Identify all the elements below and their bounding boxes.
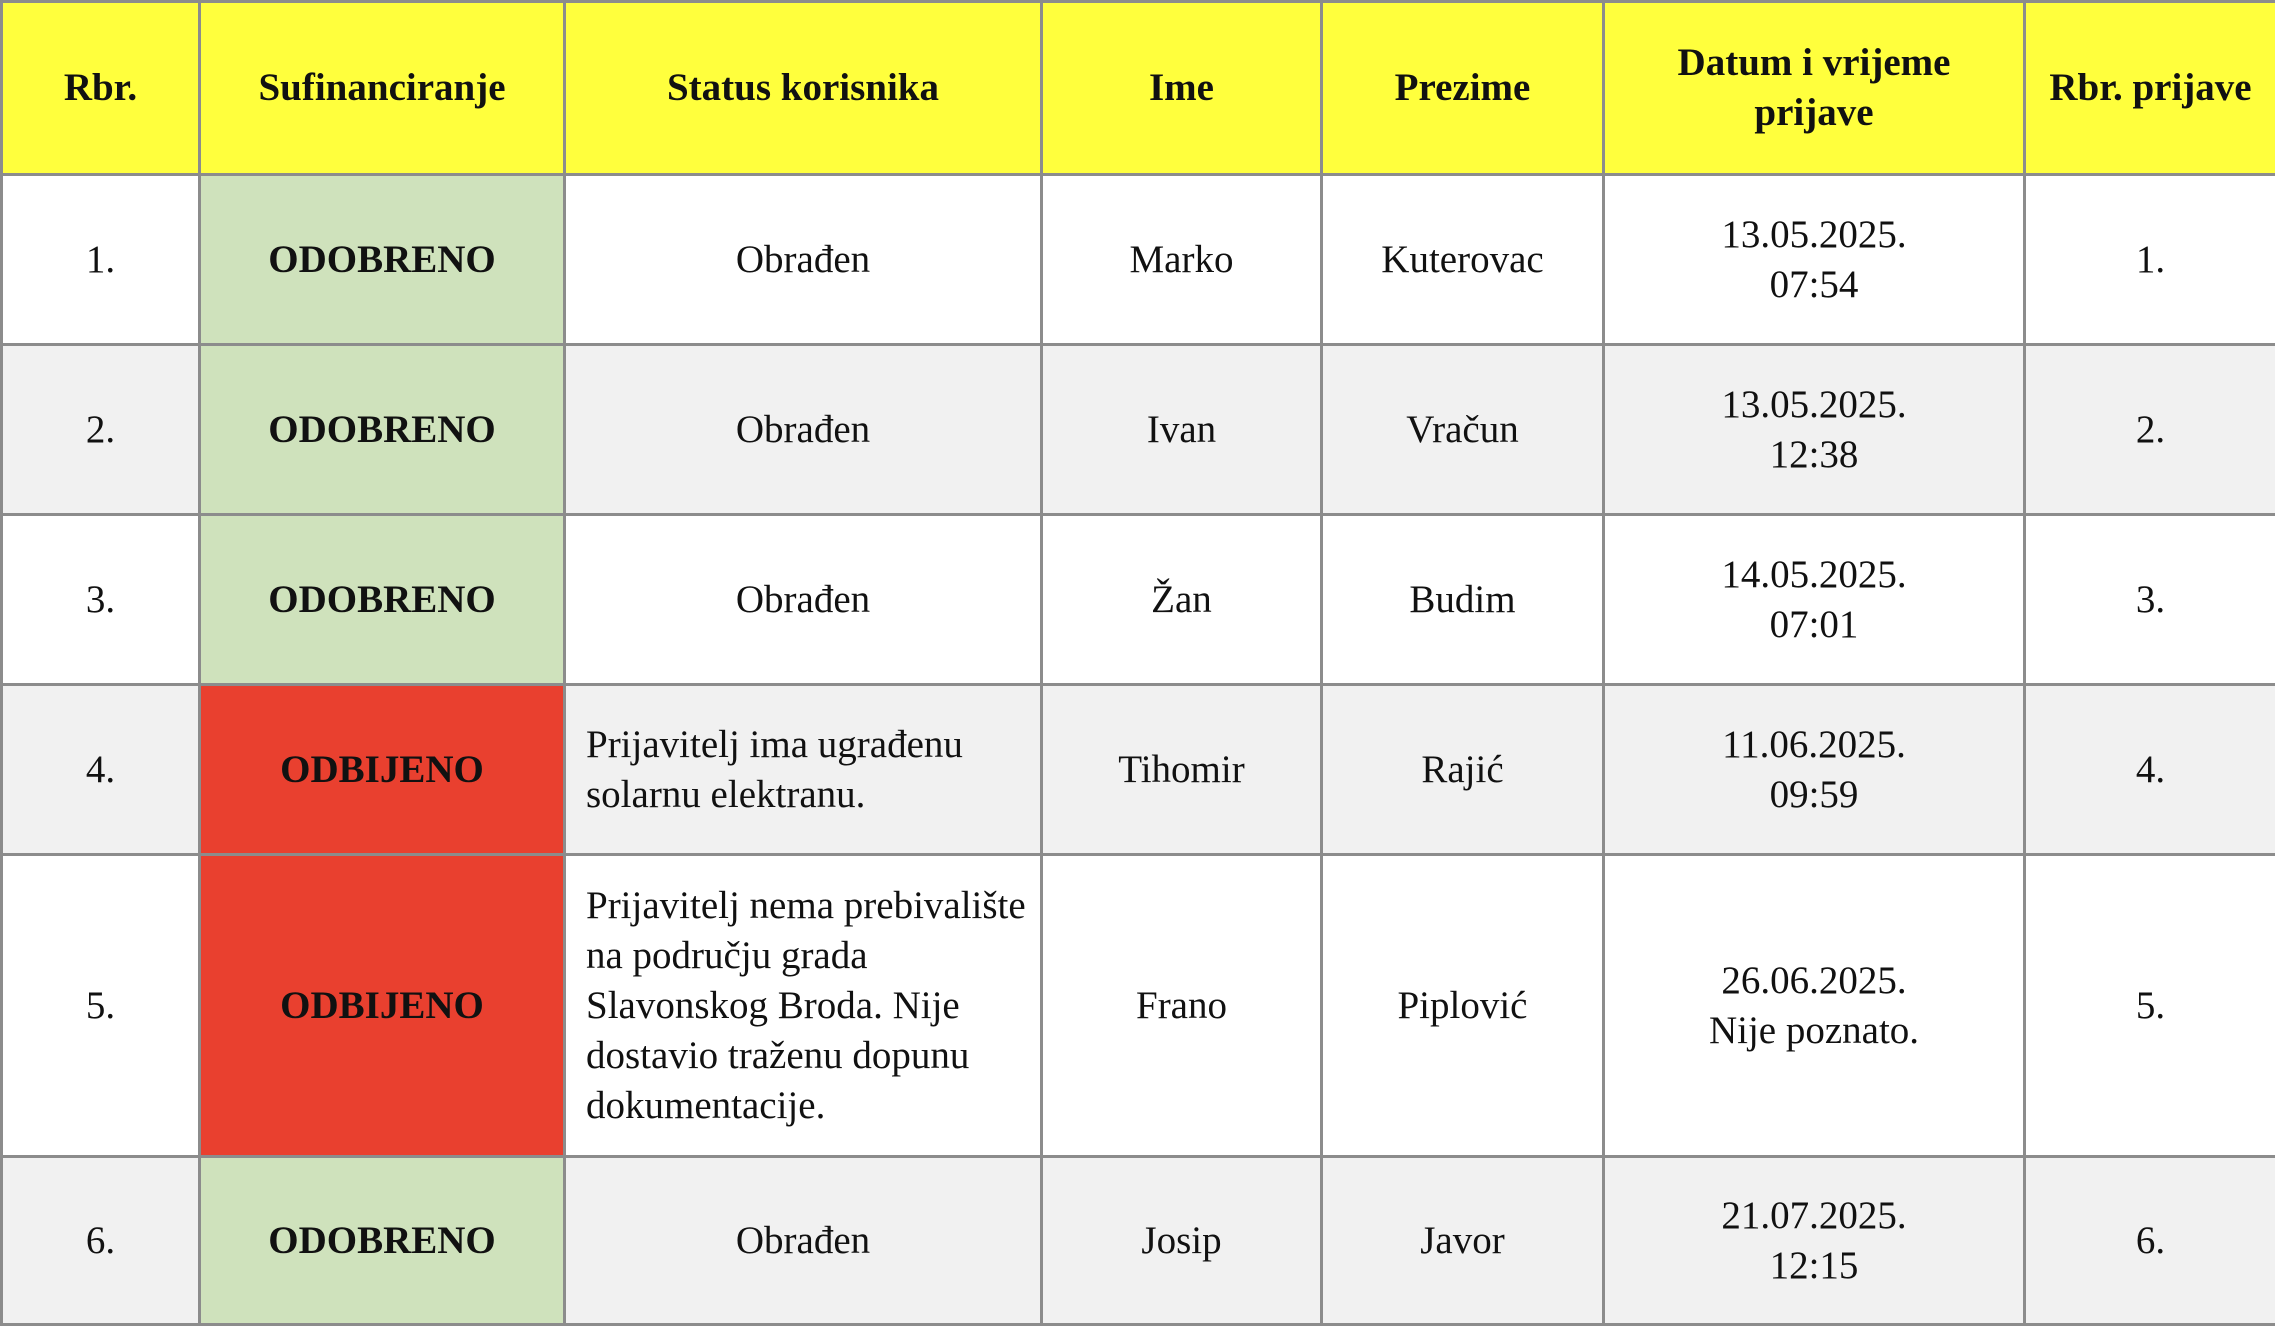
table-row xyxy=(2,855,2275,1157)
user-status: Obrađen xyxy=(565,175,1042,345)
column-header-ime: Ime xyxy=(1042,2,1322,175)
application-date: 13.05.2025. xyxy=(1721,212,1907,256)
row-number: 1. xyxy=(2,175,200,345)
application-time: 12:38 xyxy=(1769,432,1859,476)
funding-status-badge: ODOBRENO xyxy=(200,515,565,685)
column-header-prezime: Prezime xyxy=(1322,2,1604,175)
application-date: 21.07.2025. xyxy=(1721,1193,1907,1237)
funding-status-badge: ODBIJENO xyxy=(200,855,565,1157)
table-row xyxy=(2,515,2275,685)
application-date: 11.06.2025. xyxy=(1722,722,1906,766)
funding-status-badge: ODOBRENO xyxy=(200,1157,565,1325)
user-status: Prijavitelj ima ugrađenu solarnu elektranu. xyxy=(565,685,1042,855)
application-date: 26.06.2025. xyxy=(1721,958,1907,1002)
last-name: Kuterovac xyxy=(1322,175,1604,345)
table-row xyxy=(2,685,2275,855)
last-name: Rajić xyxy=(1322,685,1604,855)
last-name: Vračun xyxy=(1322,345,1604,515)
column-header-status: Status korisnika xyxy=(565,2,1042,175)
application-datetime xyxy=(1604,855,2025,1157)
application-time: 09:59 xyxy=(1769,772,1859,816)
application-time: Nije poznato. xyxy=(1708,1008,1920,1052)
funding-status-badge: ODOBRENO xyxy=(200,345,565,515)
application-datetime xyxy=(1604,685,2025,855)
user-status: Obrađen xyxy=(565,1157,1042,1325)
first-name: Tihomir xyxy=(1042,685,1322,855)
column-header-sufinanciranje: Sufinanciranje xyxy=(200,2,565,175)
user-status: Prijavitelj nema prebivalište na području grada Slavonskog Broda. Nije dostavio traženu dopunu dokumentacije. xyxy=(565,855,1042,1157)
row-number: 6. xyxy=(2,1157,200,1325)
application-time: 12:15 xyxy=(1769,1243,1859,1287)
first-name: Žan xyxy=(1042,515,1322,685)
row-number: 3. xyxy=(2,515,200,685)
table-row xyxy=(2,1157,2275,1325)
application-number: 1. xyxy=(2025,175,2275,345)
header-row xyxy=(2,2,2275,175)
application-number: 4. xyxy=(2025,685,2275,855)
application-datetime xyxy=(1604,515,2025,685)
funding-status-badge: ODOBRENO xyxy=(200,175,565,345)
user-status: Obrađen xyxy=(565,345,1042,515)
first-name: Josip xyxy=(1042,1157,1322,1325)
application-datetime xyxy=(1604,1157,2025,1325)
column-header-rbr-prijave: Rbr. prijave xyxy=(2025,2,2275,175)
application-datetime xyxy=(1604,345,2025,515)
column-header-rbr: Rbr. xyxy=(2,2,200,175)
table-row xyxy=(2,175,2275,345)
last-name: Javor xyxy=(1322,1157,1604,1325)
last-name: Piplović xyxy=(1322,855,1604,1157)
application-date: 13.05.2025. xyxy=(1721,382,1907,426)
application-number: 6. xyxy=(2025,1157,2275,1325)
first-name: Frano xyxy=(1042,855,1322,1157)
user-status: Obrađen xyxy=(565,515,1042,685)
application-number: 5. xyxy=(2025,855,2275,1157)
application-time: 07:01 xyxy=(1769,602,1859,646)
application-number: 3. xyxy=(2025,515,2275,685)
funding-status-badge: ODBIJENO xyxy=(200,685,565,855)
last-name: Budim xyxy=(1322,515,1604,685)
column-header-datum: Datum i vrijeme prijave xyxy=(1604,2,2025,175)
application-datetime xyxy=(1604,175,2025,345)
application-time: 07:54 xyxy=(1769,262,1859,306)
row-number: 5. xyxy=(2,855,200,1157)
application-date: 14.05.2025. xyxy=(1721,552,1907,596)
row-number: 2. xyxy=(2,345,200,515)
row-number: 4. xyxy=(2,685,200,855)
first-name: Marko xyxy=(1042,175,1322,345)
first-name: Ivan xyxy=(1042,345,1322,515)
table-row xyxy=(2,345,2275,515)
application-number: 2. xyxy=(2025,345,2275,515)
